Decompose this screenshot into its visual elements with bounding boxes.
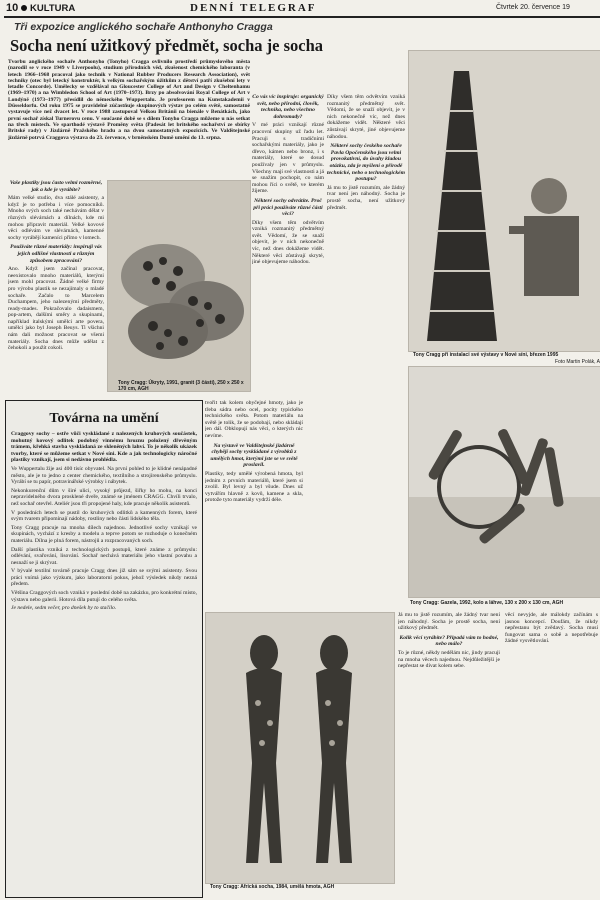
sculpture-photo-gazela: [408, 366, 600, 598]
article-column-5: [398, 612, 500, 896]
article-column-2b: [205, 400, 303, 610]
article-column-3: [252, 94, 324, 402]
sidebar-paragraph: Tony Cragg pracuje na mnoha dílech najednou. Jednotlivé sochy vznikají ve skupinách, vychází z kresby a modelu a teprve potom se rozhoduje o konečném materiálu. Dílna je plná forem, nástrojů a rozpracovaných soch.: [11, 524, 197, 544]
photo4-caption: Tony Cragg: Africká socha, 1984, umělá hmota, AGH: [210, 884, 335, 890]
masthead: DENNÍ TELEGRAF: [190, 2, 317, 14]
question: Některé sochy odvrátíte. Proč při práci používáte různé části věcí?: [253, 197, 323, 218]
body-text: tvořit tak kolem obyčejné hmoty, jako je třeba sádra nebo ocel, pocity typického technického světa. Potom materiálu na světě je tolik, že se podobají, nebo skládají jen dál. Obklopují nás věci, o kterých nic nevíme.: [205, 400, 303, 439]
body-text: věcí nevyjde, ale málokdy začínám s jasnou koncepcí. Doufám, že nikdy nepřestanu být zvědavý. Socha musí fungovat sama o sobě a nepotřebuje žádné vysvětlování.: [505, 612, 598, 645]
photo1-caption: Tony Cragg: Úkryty, 1991, granit (3 části), 250 x 250 x 170 cm, AGH: [118, 380, 244, 393]
question: Co vás víc inspiruje: organický svět, nebo přírodní, člověk, technika, nebo všechno dohromady?: [252, 94, 324, 120]
question: Některé sochy českého sochaře Pavla Opočenského jsou velmi provokativní, do úvahy kladou otázku, zda je myšlení o přírodě technické, nebo o technologickém postupu?: [327, 143, 405, 183]
section-label: KULTURA: [30, 3, 76, 14]
sidebar-title: Továrna na umění: [49, 411, 159, 426]
sidebar-paragraph: Craggovy sochy – ostře vůči vyskládané z nalezených kruhových součástek, mohutný kovový odlitek podobný vinnému hroznu položený dřevěným trámem, křehká stavba vyskládaná ze skleněných lahví. To je několik ukázek tvorby, které se můžeme setkat v Nové síni. Kde a jak technologicky náročné plastiky vznikají, jsem si nedávno prohlédla.: [11, 431, 197, 464]
article-column-1: [8, 180, 104, 402]
sidebar-paragraph: Další plastika vzniká z technologických postupů, které známe z průmyslu: odlévání, svařování, lisování. Sochař nechává materiálu jeho vlastní povahu a nesnaží se ji skrývat.: [11, 546, 197, 566]
photo3-caption: Tony Cragg: Gazela, 1992, kolo a láhve, 130 x 200 x 130 cm, AGH: [410, 600, 564, 606]
question: Vaše plastiky jsou často velmi rozměrné, jak a kde je vyrábíte?: [9, 180, 103, 193]
africka-image: [206, 613, 394, 883]
question: Na výstavě ve Valdštejnské jízdárně chybějí sochy vyskládané z výrobků z umělých hmot, kterými jste se ve světě proslavil.: [210, 442, 298, 469]
sidebar-box: [5, 400, 203, 898]
page-number: 10: [6, 2, 19, 14]
sidebar-paragraph: V bývalé textilní továrně pracuje Cragg dnes již sám se svými asistenty. Svou práci vnímá jako výzkum, jako laboratorní pokus, jehož výsledek nikdy nezná předem.: [11, 568, 197, 588]
sculpture-image: [108, 181, 250, 391]
sculpture-photo-ukryty: [107, 180, 251, 392]
answer: Díky všem těm odvětvím vzniká rozmanitý předmětný svět. Vědomí, že se snaží objevit, je v nich nekonečně víc, než dnes dokážeme vidět. Některé věci zůstávají skryté, jiné objevujeme náhodou.: [252, 219, 324, 266]
article-headline: Socha není užitkový předmět, socha je socha: [10, 36, 324, 55]
page-header: [0, 0, 600, 16]
answer: To je různé, někdy nedělám nic, jindy pracuji na mnoha věcech najednou. Nejdůležitější je nepřestat se dívat kolem sebe.: [398, 649, 500, 670]
answer: Ano. Když jsem začínal pracovat, neexistovalo mnoho materiálů, kterými jsem mohl pracovat. Žádné velké firmy pro výrobu plastik se nezajímaly o mladé sochaře. Začalo to Marcelem Duchampem, jeho nalezenými předměty, ready-mades. Pokračovalo dadaismem, pop-artem, dalšími směry a skupinami, například italskými umělci arte povera, umělci jako byl Joseph Beuys. Ti všichni nám dali možnost pracovat se všemi materiály. Socha dnes může udělat z čehokoli a použít cokoli.: [8, 266, 104, 352]
sidebar-signature: Je nedele, sedm večer, pro dnešek by to stačilo.: [11, 605, 117, 612]
article-lead: Tvorbu anglického sochaře Anthonyho (Tonyho) Cragga ovlivnilo prostředí průmyslového města (narodil se v roce 1949 v Liverpoolu), studium přírodních věd, zkušenost chemického laboranta (v letech 1966–1968 pracoval jako technik v National Rubber Producers Research Association), svět techniky (otec byl letecký konstruktér, k velkým sochařským úžitkům z dětství patří zkušební lety v letadle Concorde). Umělecky se vzdělával na Gloucester College of Art and Design v Cheltenhamu (1969–1970) a na Wimbledon School of Art (1970–1973). Brzy po absolvování Royal College of Art v Londýně (1973–1977) přesídlil do německého Wuppertalu. Je profesorem na Kunstakademii v Düsseldorfu. Od roku 1975 se pravidelně zúčastňuje skupinových výstav po celém světě, samostatně vystavuje více než dvacet let. V roce 1988 zastupoval Velkou Británii na bienále v Benátkách, jako první sochař získal Turnerovu cenu. V současné době se s dílem Tonyho Cragga můžeme u nás setkat na třech místech. Ve sparthodé výstavě Proměny světa (Padesát let britského sochařství ze sbírky Britské rady) v Jízdárně Pražského hradu a na dvou samostatných expozicích. Ve Valdštejnské jízdárně potrvá Craggova výstava do 23. července, v brněnském Domě umění do 13. srpna.: [8, 59, 250, 141]
issue-date: Čtvrtek 20. července 19: [496, 4, 570, 11]
sidebar-paragraph: Většina Craggových soch vzniká v poslední době na zakázku, pro konkrétní místo, výstavu nebo galerii. Hotová díla putují do celého světa.: [11, 590, 197, 603]
bullet-icon: [21, 5, 27, 11]
answer: V mé práci vznikají různé pracovní skupiny už řadu let. Pracuji s tradičními sochařskými materiály, jako je dřevo, kámen nebo bronz, i s materiály, které se dosud používaly jen v průmyslu. Všechny mají své vlastnosti a já se snažím pochopit, co nám mohou říci o světě, ve kterém žijeme.: [252, 122, 324, 195]
photo2-credit: Foto Martin Polák, A: [554, 359, 600, 365]
artist-image: [409, 51, 600, 351]
answer: Plastiky, tedy umělé výrobená hmota, byl jedním z prvních materiálů, které jsem si zvolil. Byl levný a byl všude. Dnes už vytvářím hlavně z kovů, kamene a skla, protože tyto materiály vydrží déle.: [205, 470, 303, 504]
sidebar-paragraph: Ve Wuppertalu žije asi 400 tisíc obyvatel. Na první pohled to je klidné nenápadné město, ale je to jedno z center chemického, textilního a strojírenského průmyslu. Vyrábí se tu papír, potravinářské výrobky i nábytek.: [11, 465, 197, 486]
article-column-6: [505, 612, 598, 896]
question: Používáte různé materiály: inspiruji vás jejich odlišné vlastnosti a různým způsobem zpracování?: [10, 244, 102, 264]
answer: Já mu to jistě rozumím, ale žádný tvar není jen náhodný. Socha je prostě socha, není užitkový předmět.: [327, 184, 405, 211]
answer: Díky všem těm odvětvím vzniká rozmanitý předmětný svět. Vědomí, že se snaží objevit, je v nich nekonečně víc, než dnes dokážeme vidět. Některé věci zůstávají skryté, jiné objevujeme náhodou.: [327, 94, 405, 140]
question: Kolik věcí vyrábíte? Připadá vám to hodné, nebo málo?: [399, 634, 499, 648]
article-column-4: [327, 94, 405, 402]
gazela-image: [409, 367, 600, 597]
article-kicker: Tři expozice anglického sochaře Anthonyho Cragga: [14, 21, 273, 33]
photo2-caption: Tony Cragg při instalaci své výstavy v Nové síni, březen 1995: [413, 352, 559, 358]
sidebar-paragraph: Nekonkurenční dům v širé ulici, vysoký průjezd, šiřky ho mohu, na konci nepravidelného dvora prosklené dveře, známé se jménem CRAGG. Chvíli trvalo, než sochař otevřel. Ateliér jsou tři propojené haly, kde pracuje několik asistentů.: [11, 487, 197, 507]
artist-photo: [408, 50, 600, 352]
header-rule: [4, 16, 600, 18]
answer: Mám velké studio, dva stálé asistenty, a když je to potřeba i více pomocníků. Mnoho svých soch také nechávám dělat v různých slévárnách a dílnách, kde mi mohou připravit materiál. Velké kovové věci odlévám ve slévárnách, kamenné sochy vyrábějí kameníci přímo v lomech.: [8, 195, 104, 241]
sculpture-photo-africka: [205, 612, 395, 884]
answer: Já mu to jistě rozumím, ale žádný tvar není jen náhodný. Socha je prostě socha, není užitkový předmět.: [398, 612, 500, 632]
sidebar-paragraph: V posledních letech se pustil do kruhových odlitků a kamenných forem, které svým tvarem připomínají nádoby, rostliny nebo části lidského těla.: [11, 509, 197, 523]
